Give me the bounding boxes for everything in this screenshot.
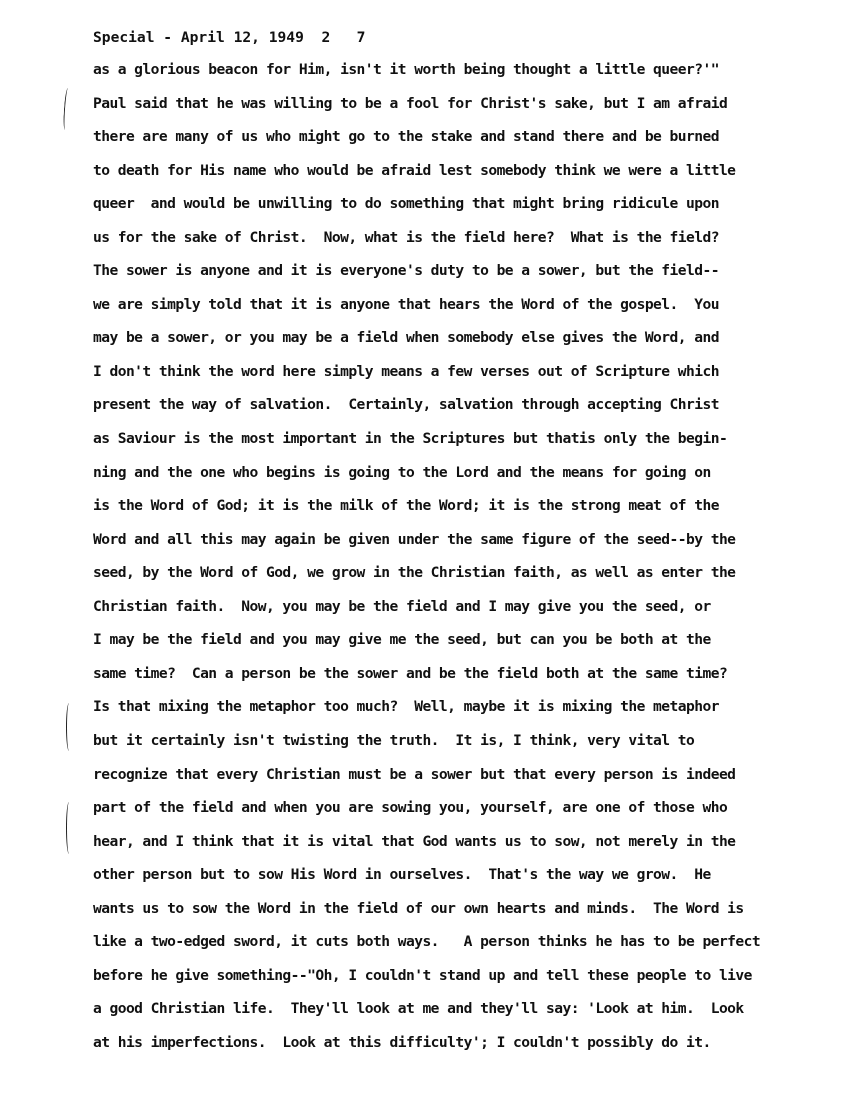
text-line: a good Christian life. They'll look at me and they'll say: 'Look at him. Look: [93, 1000, 744, 1017]
text-line: as Saviour is the most important in the Scriptures but thatis only the begin-: [93, 430, 728, 447]
text-line: part of the field and when you are sowing you, yourself, are one of those who: [93, 799, 728, 816]
text-line: recognize that every Christian must be a sower but that every person is indeed: [93, 766, 736, 783]
margin-mark: [63, 88, 71, 130]
text-line: queer and would be unwilling to do something that might bring ridicule upon: [93, 195, 719, 212]
text-line: same time? Can a person be the sower and be the field both at the same time?: [93, 665, 728, 682]
text-line: but it certainly isn't twisting the truth. It is, I think, very vital to: [93, 732, 695, 749]
text-line: Christian faith. Now, you may be the field and I may give you the seed, or: [93, 598, 711, 615]
text-line: I don't think the word here simply means a few verses out of Scripture which: [93, 363, 719, 380]
text-line: like a two-edged sword, it cuts both ways. A person thinks he has to be perfect: [93, 933, 761, 950]
text-line: seed, by the Word of God, we grow in the Christian faith, as well as enter the: [93, 564, 736, 581]
text-line: other person but to sow His Word in ourselves. That's the way we grow. He: [93, 866, 711, 883]
text-line: to death for His name who would be afraid lest somebody think we were a little: [93, 162, 736, 179]
text-line: there are many of us who might go to the stake and stand there and be burned: [93, 128, 719, 145]
margin-mark: [66, 802, 72, 854]
text-line: ning and the one who begins is going to the Lord and the means for going on: [93, 464, 711, 481]
page-header: Special - April 12, 1949 2 7: [93, 29, 366, 46]
text-line: as a glorious beacon for Him, isn't it worth being thought a little queer?'": [93, 61, 719, 78]
text-line: I may be the field and you may give me the seed, but can you be both at the: [93, 631, 711, 648]
text-line: The sower is anyone and it is everyone's duty to be a sower, but the field--: [93, 262, 719, 279]
text-line: at his imperfections. Look at this difficulty'; I couldn't possibly do it.: [93, 1034, 711, 1051]
text-line: Word and all this may again be given under the same figure of the seed--by the: [93, 531, 736, 548]
text-line: present the way of salvation. Certainly, salvation through accepting Christ: [93, 396, 719, 413]
text-line: may be a sower, or you may be a field when somebody else gives the Word, and: [93, 329, 719, 346]
margin-mark: [66, 703, 72, 751]
text-line: Paul said that he was willing to be a fool for Christ's sake, but I am afraid: [93, 95, 728, 112]
text-line: Is that mixing the metaphor too much? Well, maybe it is mixing the metaphor: [93, 698, 719, 715]
text-line: us for the sake of Christ. Now, what is the field here? What is the field?: [93, 229, 719, 246]
text-line: before he give something--"Oh, I couldn't stand up and tell these people to live: [93, 967, 752, 984]
text-line: we are simply told that it is anyone that hears the Word of the gospel. You: [93, 296, 719, 313]
text-line: is the Word of God; it is the milk of the Word; it is the strong meat of the: [93, 497, 719, 514]
text-line: wants us to sow the Word in the field of our own hearts and minds. The Word is: [93, 900, 744, 917]
text-line: hear, and I think that it is vital that God wants us to sow, not merely in the: [93, 833, 736, 850]
